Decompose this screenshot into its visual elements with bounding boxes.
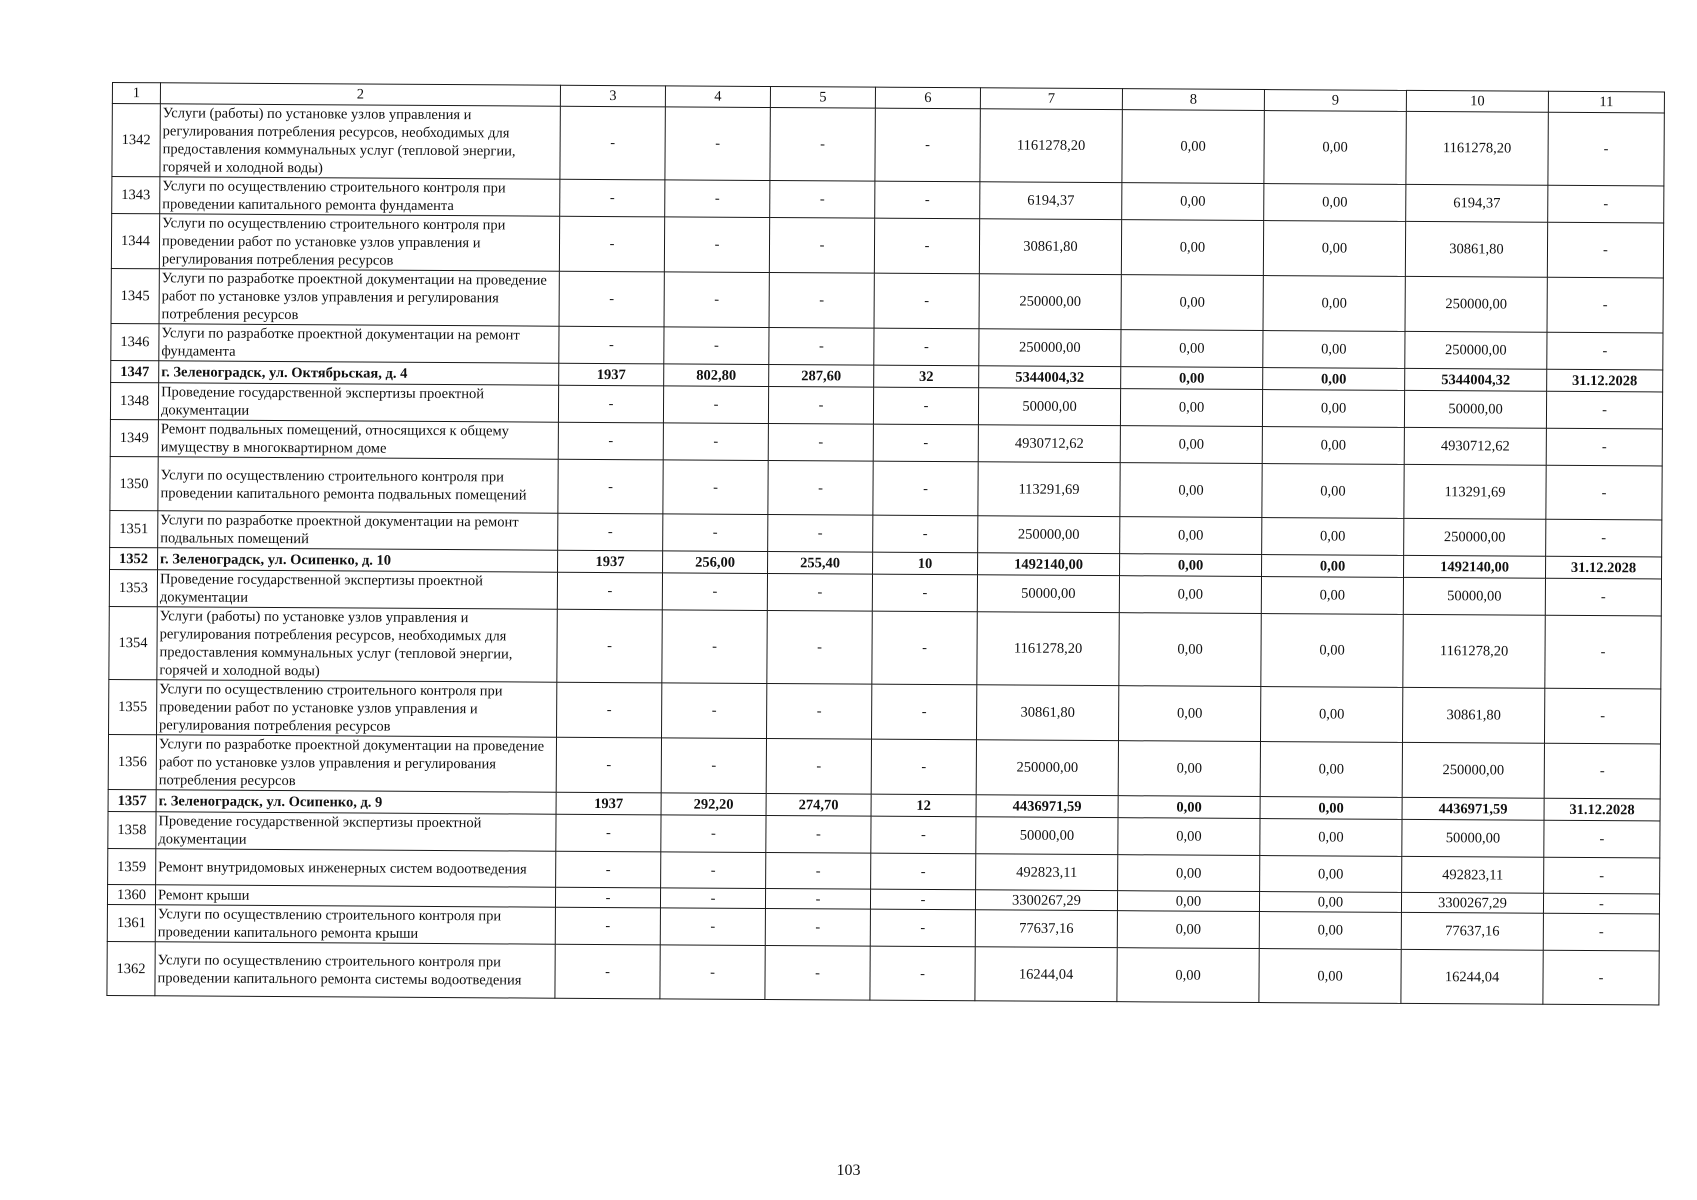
table-row <box>109 606 1661 688</box>
cost-fund-cell: 0,00 <box>1122 183 1264 221</box>
residents-cell: - <box>874 328 979 366</box>
deadline-cell: - <box>1547 277 1663 333</box>
cost-budget-cell: 0,00 <box>1263 276 1405 332</box>
cost-budget-cell: 0,00 <box>1260 687 1402 743</box>
column-header: 11 <box>1548 91 1664 113</box>
area-total-cell: - <box>663 386 768 424</box>
area-total-cell: - <box>665 107 770 181</box>
cost-fund-cell: 0,00 <box>1118 741 1260 797</box>
deadline-cell: 31.12.2028 <box>1545 556 1661 579</box>
residents-cell: - <box>873 387 978 425</box>
row-number: 1360 <box>107 884 155 904</box>
cost-owners-cell: 250000,00 <box>1405 331 1547 369</box>
work-description: Услуги по разработке проектной документации на ремонт фундамента <box>159 324 559 363</box>
area-living-cell: 274,70 <box>766 794 871 817</box>
cost-owners-cell: 3300267,29 <box>1401 892 1543 913</box>
year-cell: - <box>556 851 661 888</box>
area-living-cell: - <box>770 108 875 182</box>
cost-budget-cell: 0,00 <box>1261 577 1403 615</box>
area-living-cell: - <box>767 684 872 740</box>
residents-cell: - <box>871 853 976 890</box>
residents-cell: - <box>871 739 976 795</box>
cost-owners-cell: 50000,00 <box>1402 819 1544 857</box>
area-total-cell: - <box>662 683 767 739</box>
cost-budget-cell: 0,00 <box>1260 742 1402 798</box>
row-number: 1343 <box>112 177 160 214</box>
row-number: 1361 <box>107 904 155 941</box>
residents-cell: - <box>873 461 978 516</box>
area-living-cell: - <box>768 424 873 462</box>
area-total-cell: - <box>660 908 765 946</box>
cost-fund-cell: 0,00 <box>1117 911 1259 949</box>
cost-fund-cell: 0,00 <box>1120 389 1262 427</box>
cost-fund-cell: 0,00 <box>1118 796 1260 819</box>
work-description: Услуги по разработке проектной документации на ремонт подвальных помещений <box>158 511 558 550</box>
cost-fund-cell: 0,00 <box>1120 517 1262 555</box>
deadline-cell: - <box>1546 391 1662 429</box>
cost-total-cell: 5344004,32 <box>979 366 1121 389</box>
cost-total-cell: 250000,00 <box>978 516 1120 554</box>
area-living-cell: - <box>766 853 871 890</box>
work-description: г. Зеленоградск, ул. Октябрьская, д. 4 <box>159 361 559 385</box>
year-cell: - <box>556 814 661 852</box>
residents-cell: - <box>874 218 979 274</box>
residents-cell: - <box>871 684 976 740</box>
year-cell: 1937 <box>559 363 664 386</box>
cost-total-cell: 113291,69 <box>978 462 1120 517</box>
deadline-cell: - <box>1546 428 1662 466</box>
area-living-cell: 287,60 <box>769 365 874 388</box>
cost-fund-cell: 0,00 <box>1121 330 1263 368</box>
area-total-cell: - <box>661 852 766 889</box>
table-row <box>109 679 1661 743</box>
cost-budget-cell: 0,00 <box>1264 111 1406 185</box>
row-number: 1359 <box>108 848 156 884</box>
cost-total-cell: 3300267,29 <box>975 890 1117 911</box>
year-cell: - <box>559 326 664 364</box>
cost-budget-cell: 0,00 <box>1261 614 1403 688</box>
cost-budget-cell: 0,00 <box>1260 819 1402 857</box>
residents-cell: 10 <box>873 552 978 575</box>
deadline-cell: - <box>1545 578 1661 616</box>
area-living-cell: - <box>765 946 870 1001</box>
area-living-cell: - <box>769 328 874 366</box>
cost-owners-cell: 50000,00 <box>1403 577 1545 615</box>
cost-fund-cell: 0,00 <box>1118 818 1260 856</box>
work-description: Услуги по разработке проектной документации на проведение работ по установке узлов управления и регулирования потребления ресурсов <box>159 269 559 326</box>
cost-fund-cell: 0,00 <box>1119 613 1261 687</box>
year-cell: - <box>558 385 663 423</box>
work-description: Услуги по осуществлению строительного контроля при проведении капитального ремонта системы водоотведения <box>155 942 555 998</box>
residents-cell: - <box>875 181 980 219</box>
area-living-cell: - <box>766 816 871 854</box>
work-description: г. Зеленоградск, ул. Осипенко, д. 10 <box>158 548 558 572</box>
row-number: 1357 <box>108 789 156 811</box>
cost-owners-cell: 4930712,62 <box>1404 427 1546 465</box>
area-total-cell: 802,80 <box>664 364 769 387</box>
cost-fund-cell: 0,00 <box>1121 367 1263 390</box>
residents-cell: 12 <box>871 794 976 817</box>
deadline-cell: - <box>1546 519 1662 557</box>
cost-owners-cell: 4436971,59 <box>1402 797 1544 820</box>
cost-fund-cell: 0,00 <box>1118 855 1260 892</box>
row-number: 1354 <box>109 606 157 679</box>
deadline-cell: - <box>1545 615 1661 689</box>
cost-owners-cell: 30861,80 <box>1405 221 1547 277</box>
area-living-cell: - <box>766 739 871 795</box>
residents-cell: - <box>870 889 975 910</box>
cost-owners-cell: 5344004,32 <box>1405 368 1547 391</box>
row-number: 1349 <box>110 419 158 456</box>
table-row <box>111 214 1663 278</box>
column-header: 3 <box>560 85 665 107</box>
deadline-cell: - <box>1543 893 1659 914</box>
column-header: 10 <box>1406 90 1548 112</box>
row-number: 1353 <box>109 569 157 606</box>
work-description: Услуги по разработке проектной документации на проведение работ по установке узлов управления и регулирования потребления ресурсов <box>156 735 556 792</box>
area-living-cell: 255,40 <box>768 552 873 575</box>
work-description: Проведение государственной экспертизы проектной документации <box>156 812 556 851</box>
table-body <box>107 83 1665 1005</box>
cost-budget-cell: 0,00 <box>1264 184 1406 222</box>
residents-cell: - <box>872 574 977 612</box>
cost-total-cell: 16244,04 <box>975 947 1117 1002</box>
cost-budget-cell: 0,00 <box>1263 331 1405 369</box>
column-header: 8 <box>1122 89 1264 111</box>
row-number: 1351 <box>110 510 158 547</box>
cost-owners-cell: 16244,04 <box>1401 949 1543 1004</box>
residents-cell: 32 <box>874 365 979 388</box>
deadline-cell: - <box>1548 112 1664 186</box>
deadline-cell: - <box>1544 688 1660 744</box>
area-total-cell: - <box>664 272 769 328</box>
work-description: Ремонт подвальных помещений, относящихся к общему имуществу в многоквартирном доме <box>158 420 558 459</box>
works-table <box>106 82 1665 1005</box>
cost-fund-cell: 0,00 <box>1120 554 1262 577</box>
table-row <box>112 104 1664 186</box>
cost-fund-cell: 0,00 <box>1117 948 1259 1003</box>
cost-owners-cell: 492823,11 <box>1402 856 1544 893</box>
row-number: 1342 <box>112 104 160 177</box>
deadline-cell: - <box>1546 465 1662 520</box>
work-description: Ремонт крыши <box>155 885 555 907</box>
work-description: Услуги по осуществлению строительного контроля при проведении капитального ремонта фундамента <box>160 177 560 216</box>
work-description: г. Зеленоградск, ул. Осипенко, д. 9 <box>156 790 556 814</box>
year-cell: - <box>555 887 660 908</box>
cost-fund-cell: 0,00 <box>1117 891 1259 912</box>
cost-budget-cell: 0,00 <box>1262 464 1404 519</box>
row-number: 1350 <box>110 456 158 510</box>
column-header: 7 <box>980 88 1122 110</box>
cost-budget-cell: 0,00 <box>1262 555 1404 578</box>
column-header: 5 <box>770 87 875 109</box>
cost-budget-cell: 0,00 <box>1263 221 1405 277</box>
deadline-cell: - <box>1547 332 1663 370</box>
cost-total-cell: 50000,00 <box>978 388 1120 426</box>
cost-total-cell: 50000,00 <box>976 817 1118 855</box>
cost-fund-cell: 0,00 <box>1119 576 1261 614</box>
deadline-cell: - <box>1548 185 1664 223</box>
page-number: 103 <box>836 1162 861 1179</box>
column-header: 2 <box>160 83 560 106</box>
cost-budget-cell: 0,00 <box>1262 518 1404 556</box>
area-total-cell: - <box>661 815 766 853</box>
area-living-cell: - <box>769 273 874 329</box>
area-living-cell: - <box>769 218 874 274</box>
work-description: Ремонт внутридомовых инженерных систем водоотведения <box>156 849 556 887</box>
year-cell: - <box>557 609 662 683</box>
cost-total-cell: 1492140,00 <box>978 553 1120 576</box>
area-total-cell: - <box>661 738 766 794</box>
row-number: 1362 <box>107 941 155 995</box>
cost-budget-cell: 0,00 <box>1260 797 1402 820</box>
cost-budget-cell: 0,00 <box>1263 368 1405 391</box>
area-total-cell: - <box>660 888 765 909</box>
year-cell: - <box>559 216 664 272</box>
cost-budget-cell: 0,00 <box>1259 912 1401 950</box>
row-number: 1352 <box>110 547 158 569</box>
table-row <box>108 734 1660 798</box>
cost-total-cell: 4930712,62 <box>978 425 1120 463</box>
cost-fund-cell: 0,00 <box>1121 275 1263 331</box>
residents-cell: - <box>874 273 979 329</box>
area-total-cell: - <box>660 945 765 1000</box>
cost-total-cell: 1161278,20 <box>977 612 1119 686</box>
cost-total-cell: 6194,37 <box>980 182 1122 220</box>
area-living-cell: - <box>768 387 873 425</box>
column-header: 9 <box>1264 90 1406 112</box>
cost-owners-cell: 250000,00 <box>1404 518 1546 556</box>
cost-fund-cell: 0,00 <box>1120 463 1262 518</box>
work-description: Проведение государственной экспертизы проектной документации <box>158 383 558 422</box>
column-header: 1 <box>112 83 160 104</box>
area-total-cell: - <box>665 180 770 218</box>
area-total-cell: - <box>662 573 767 611</box>
column-header: 6 <box>875 87 980 109</box>
residents-cell: - <box>873 424 978 462</box>
area-living-cell: - <box>767 611 872 685</box>
table-row <box>111 268 1663 332</box>
cost-owners-cell: 1161278,20 <box>1406 111 1548 185</box>
cost-budget-cell: 0,00 <box>1259 949 1401 1004</box>
area-total-cell: - <box>664 217 769 273</box>
area-total-cell: - <box>664 327 769 365</box>
row-number: 1356 <box>108 734 156 789</box>
cost-owners-cell: 6194,37 <box>1406 184 1548 222</box>
work-description: Услуги по осуществлению строительного контроля при проведении капитального ремонта крыши <box>155 905 555 944</box>
cost-total-cell: 77637,16 <box>975 910 1117 948</box>
cost-owners-cell: 30861,80 <box>1402 687 1544 743</box>
cost-total-cell: 492823,11 <box>976 854 1118 891</box>
cost-budget-cell: 0,00 <box>1259 892 1401 913</box>
area-living-cell: - <box>765 909 870 947</box>
year-cell: 1937 <box>556 792 661 815</box>
work-description: Услуги по осуществлению строительного контроля при проведении работ по установке узлов управления и регулирования потребления ресурсов <box>159 214 559 271</box>
area-total-cell: - <box>663 460 768 515</box>
work-description: Услуги по осуществлению строительного контроля при проведении работ по установке узлов управления и регулирования потребления ресурсов <box>157 680 557 737</box>
deadline-cell: - <box>1544 857 1660 894</box>
year-cell: - <box>560 179 665 217</box>
residents-cell: - <box>871 816 976 854</box>
area-living-cell: - <box>770 181 875 219</box>
cost-fund-cell: 0,00 <box>1122 110 1264 184</box>
cost-budget-cell: 0,00 <box>1262 427 1404 465</box>
area-total-cell: - <box>663 423 768 461</box>
row-number: 1358 <box>108 811 156 848</box>
year-cell: - <box>559 271 664 327</box>
area-total-cell: - <box>662 610 767 684</box>
cost-total-cell: 30861,80 <box>976 685 1118 741</box>
table-row <box>107 941 1659 1004</box>
area-living-cell: - <box>768 461 873 516</box>
work-description: Услуги (работы) по установке узлов управления и регулирования потребления ресурсов, необходимых для предоставления коммунальных услуг (тепловой энергии, горячей и холодной воды) <box>157 607 557 682</box>
cost-budget-cell: 0,00 <box>1262 390 1404 428</box>
year-cell: - <box>558 422 663 460</box>
residents-cell: - <box>872 611 977 685</box>
cost-fund-cell: 0,00 <box>1120 426 1262 464</box>
year-cell: 1937 <box>558 550 663 573</box>
year-cell: - <box>555 907 660 945</box>
cost-owners-cell: 113291,69 <box>1404 464 1546 519</box>
area-total-cell: - <box>663 514 768 552</box>
cost-total-cell: 4436971,59 <box>976 795 1118 818</box>
year-cell: - <box>558 513 663 551</box>
year-cell: - <box>558 459 663 514</box>
row-number: 1344 <box>111 214 159 269</box>
residents-cell: - <box>875 108 980 182</box>
area-total-cell: 256,00 <box>663 551 768 574</box>
deadline-cell: 31.12.2028 <box>1547 369 1663 392</box>
area-living-cell: - <box>765 889 870 910</box>
year-cell: - <box>555 944 660 999</box>
year-cell: - <box>557 682 662 738</box>
row-number: 1348 <box>110 382 158 419</box>
row-number: 1346 <box>111 323 159 360</box>
cost-owners-cell: 50000,00 <box>1404 390 1546 428</box>
table-row <box>110 456 1662 519</box>
cost-fund-cell: 0,00 <box>1121 220 1263 276</box>
cost-owners-cell: 250000,00 <box>1405 276 1547 332</box>
deadline-cell: - <box>1547 222 1663 278</box>
work-description: Услуги по осуществлению строительного контроля при проведении капитального ремонта подвальных помещений <box>158 457 558 513</box>
cost-total-cell: 50000,00 <box>977 575 1119 613</box>
cost-fund-cell: 0,00 <box>1118 686 1260 742</box>
deadline-cell: - <box>1543 950 1659 1005</box>
residents-cell: - <box>873 515 978 553</box>
column-header: 4 <box>665 86 770 108</box>
area-living-cell: - <box>767 574 872 612</box>
deadline-cell: - <box>1543 913 1659 951</box>
year-cell: - <box>560 106 665 180</box>
cost-total-cell: 250000,00 <box>979 274 1121 330</box>
document-sheet <box>106 82 1664 1005</box>
deadline-cell: 31.12.2028 <box>1544 798 1660 821</box>
work-description: Проведение государственной экспертизы проектной документации <box>157 570 557 609</box>
row-number: 1355 <box>109 679 157 734</box>
residents-cell: - <box>870 946 975 1001</box>
deadline-cell: - <box>1544 820 1660 858</box>
cost-owners-cell: 77637,16 <box>1401 912 1543 950</box>
cost-total-cell: 30861,80 <box>979 219 1121 275</box>
residents-cell: - <box>870 909 975 947</box>
cost-owners-cell: 1161278,20 <box>1403 614 1545 688</box>
year-cell: - <box>556 737 661 793</box>
year-cell: - <box>557 572 662 610</box>
deadline-cell: - <box>1544 743 1660 799</box>
area-living-cell: - <box>768 515 873 553</box>
cost-total-cell: 1161278,20 <box>980 109 1122 183</box>
cost-total-cell: 250000,00 <box>979 329 1121 367</box>
row-number: 1347 <box>111 360 159 382</box>
work-description: Услуги (работы) по установке узлов управления и регулирования потребления ресурсов, необходимых для предоставления коммунальных услуг (тепловой энергии, горячей и холодной воды) <box>160 104 560 179</box>
cost-owners-cell: 250000,00 <box>1402 742 1544 798</box>
cost-total-cell: 250000,00 <box>976 740 1118 796</box>
row-number: 1345 <box>111 268 159 323</box>
cost-owners-cell: 1492140,00 <box>1403 555 1545 578</box>
cost-budget-cell: 0,00 <box>1260 856 1402 893</box>
area-total-cell: 292,20 <box>661 793 766 816</box>
